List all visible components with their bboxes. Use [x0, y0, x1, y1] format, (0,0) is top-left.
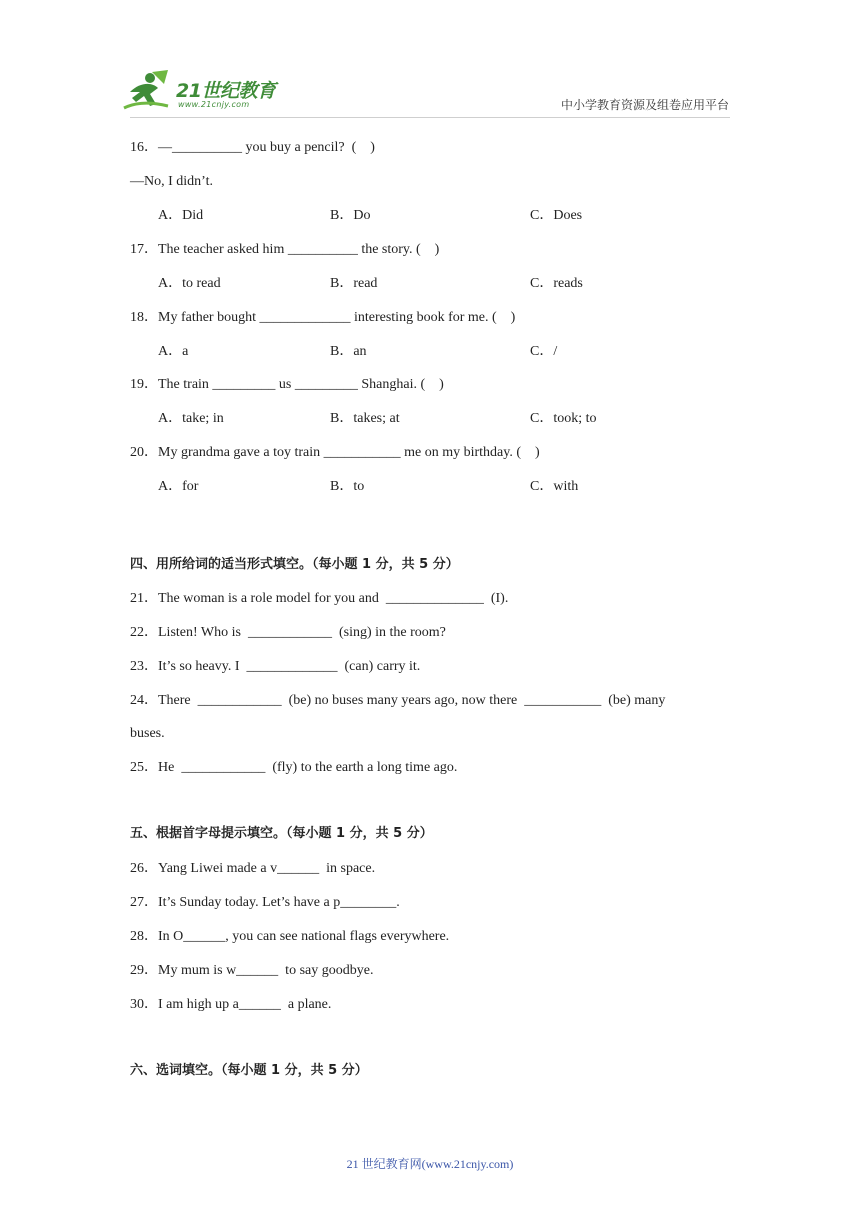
question-18-option-a: A．a — [158, 344, 189, 359]
question-16-option-c: C．Does — [530, 208, 583, 223]
question-27: 27．It’s Sunday today. Let’s have a p________. — [130, 895, 400, 910]
question-17-option-a: A．to read — [158, 276, 221, 291]
runner-logo-icon — [122, 68, 174, 114]
question-18-option-c: C．/ — [530, 344, 558, 359]
question-20-option-b: B．to — [330, 479, 365, 494]
question-22: 22．Listen! Who is ____________ (sing) in the room? — [130, 625, 446, 640]
question-16-reply: —No, I didn’t. — [130, 174, 213, 189]
header-divider — [130, 117, 730, 118]
platform-label: 中小学教育资源及组卷应用平台 — [560, 98, 729, 112]
question-29: 29．My mum is w______ to say goodbye. — [130, 963, 374, 978]
question-17-stem: 17．The teacher asked him __________ the story. ( ) — [130, 242, 440, 257]
question-19-stem: 19．The train _________ us _________ Shanghai. ( ) — [130, 377, 444, 392]
question-17-option-b: B．read — [330, 276, 378, 291]
question-26: 26．Yang Liwei made a v______ in space. — [130, 861, 376, 876]
question-20-option-c: C．with — [530, 479, 579, 494]
logo-url: www.21cnjy.com — [178, 100, 250, 109]
site-logo — [122, 68, 294, 116]
question-19-option-c: C．took; to — [530, 411, 597, 426]
question-25: 25．He ____________ (fly) to the earth a long time ago. — [130, 760, 458, 775]
question-17-option-c: C．reads — [530, 276, 583, 291]
question-20-stem: 20．My grandma gave a toy train ___________ me on my birthday. ( ) — [130, 445, 540, 460]
section-6-title: 六、选词填空。（每小题 1 分，共 5 分） — [130, 1063, 368, 1078]
question-16-stem: 16．—__________ you buy a pencil? ( ) — [130, 140, 375, 155]
question-30: 30．I am high up a______ a plane. — [130, 997, 332, 1012]
question-19-option-b: B．takes; at — [330, 411, 400, 426]
logo-text: 21世纪教育 — [176, 80, 276, 102]
question-24: 24．There ____________ (be) no buses many years ago, now there ___________ (be) many — [130, 693, 666, 708]
question-23: 23．It’s so heavy. I _____________ (can) carry it. — [130, 659, 421, 674]
question-24-continued: buses. — [130, 726, 165, 741]
question-16-option-a: A．Did — [158, 208, 204, 223]
question-18-option-b: B．an — [330, 344, 367, 359]
question-18-stem: 18．My father bought _____________ interesting book for me. ( ) — [130, 310, 516, 325]
question-20-option-a: A．for — [158, 479, 199, 494]
question-19-option-a: A．take; in — [158, 411, 224, 426]
footer-link[interactable]: 21 世纪教育网(www.21cnjy.com) — [346, 1157, 514, 1171]
section-4-title: 四、用所给词的适当形式填空。（每小题 1 分，共 5 分） — [130, 557, 459, 572]
question-28: 28．In O______, you can see national flags everywhere. — [130, 929, 450, 944]
section-5-title: 五、根据首字母提示填空。（每小题 1 分，共 5 分） — [130, 826, 433, 841]
question-21: 21．The woman is a role model for you and ______________ (I). — [130, 591, 509, 606]
question-16-option-b: B．Do — [330, 208, 371, 223]
